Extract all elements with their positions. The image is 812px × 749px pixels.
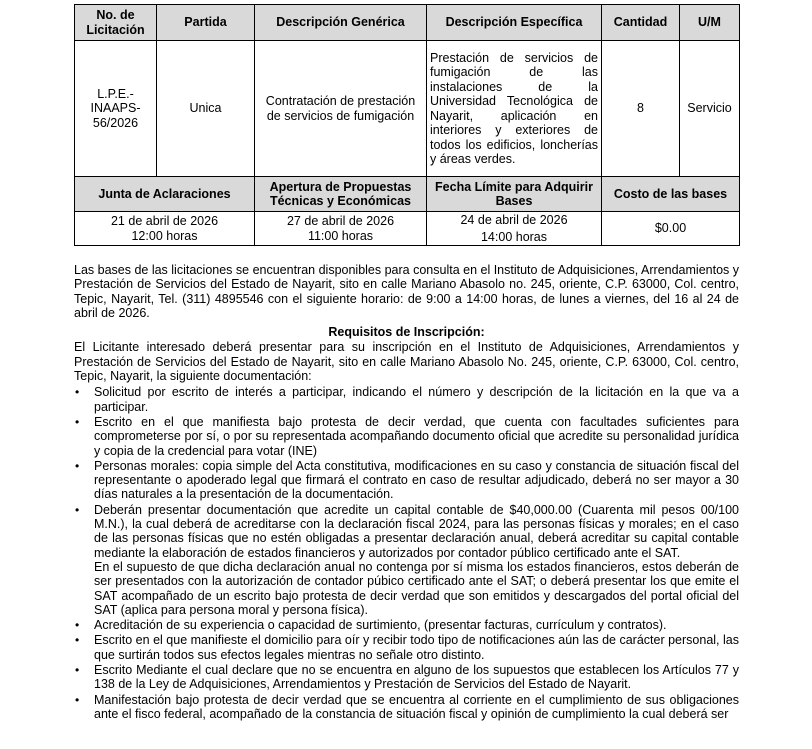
licitacion-table <box>74 4 740 246</box>
bullet-icon: • <box>75 633 80 648</box>
list-item: • Escrito en el que manifiesta bajo protesta de decir verdad, que cuenta con facultades suficientes para comprometerse por sí, o por su representada acompañando documento oficial que acredite su personalidad jurídica y copia de la credencial para votar (INE) <box>75 414 739 458</box>
header-fecha-limite: Fecha Límite para Adquirir Bases <box>427 177 602 212</box>
header-apertura-propuestas: Apertura de Propuestas Técnicas y Económicas <box>255 177 427 212</box>
header-cantidad: Cantidad <box>602 5 680 41</box>
list-item: • Escrito en el que manifieste el domicilio para oír y recibir todo tipo de notificaciones aún las de carácter personal, las que surtirán todos sus efectos legales mientras no señale otro distinto. <box>75 633 739 662</box>
header-descripcion-especifica: Descripción Específica <box>427 5 602 41</box>
table-header-row <box>75 5 740 41</box>
limite-hora: 14:00 horas <box>480 229 548 244</box>
list-item: • Manifestación bajo protesta de decir verdad que se encuentra al corriente en el cumplimiento de sus obligaciones ante el fisco federal, acompañado de la constancia de situación fiscal y opinión de cumplimiento la cual deberá ser <box>75 692 739 721</box>
cell-costo: $0.00 <box>602 212 740 246</box>
junta-hora: 12:00 horas <box>131 228 198 243</box>
list-item: • Solicitud por escrito de interés a participar, indicando el número y descripción de la licitación en la que va a participar. <box>75 385 739 414</box>
cell-cantidad: 8 <box>602 41 680 177</box>
header-costo-bases: Costo de las bases <box>602 177 740 212</box>
apertura-fecha: 27 de abril de 2026 <box>286 214 395 228</box>
apertura-hora: 11:00 horas <box>307 228 374 243</box>
bullet-icon: • <box>75 663 80 678</box>
list-item: • Deberán presentar documentación que acredite un capital contable de $40,000.00 (Cuarenta mil pesos 00/100 M.N.), la cual deberá de acreditarse con la declaración fiscal 2024, para las personas físicas y morales; en el caso de las personas físicas que no estén obligadas a presentar declaración anual, deberá acreditar su capital contable mediante la elaboración de estados financieros y autorizados por contador público certificado ante el SAT. En el supuesto de que dicha declaración anual no contenga por sí misma los estados financieros, estos deberán de ser presentados con la autorización de contador púbico certificado ante el SAT; o deberá presentar los que emite el SAT acompañado de un escrito bajo protesta de decir verdad que son emitidos y descargados del portal oficial del SAT (aplica para persona moral y persona física). <box>75 502 739 617</box>
list-item: • Acreditación de su experiencia o capacidad de surtimiento, (presentar facturas, currículum y contratos). <box>75 618 667 633</box>
requisitos-list <box>74 385 739 721</box>
junta-fecha: 21 de abril de 2026 <box>110 214 219 228</box>
header-descripcion-generica: Descripción Genérica <box>255 5 427 41</box>
cell-junta <box>75 212 255 246</box>
dates-row <box>75 212 740 246</box>
cell-apertura <box>255 212 427 246</box>
bullet-icon: • <box>75 458 80 473</box>
bases-paragraph: Las bases de las licitaciones se encuentran disponibles para consulta en el Instituto de Adquisiciones, Arrendamientos y Prestación de Servicios del Estado de Nayarit, sito en calle Mariano Abasolo no. 245, oriente, C.P. 63000, Col. centro, Tepic, Nayarit, Tel. (311) 4895546 con el siguiente horario: de 9:00 a 14:00 horas, de lunes a viernes, del 16 al 24 de abril de 2026. <box>74 263 739 320</box>
header-um: U/M <box>680 5 740 41</box>
cell-partida: Unica <box>157 41 255 177</box>
cell-numero: L.P.E.- INAAPS- 56/2026 <box>75 41 157 177</box>
requisitos-intro: El Licitante interesado deberá presentar para su inscripción en el Instituto de Adquisiciones, Arrendamientos y Prestación de Servicios del Estado de Nayarit, sito en calle Mariano Abasolo No. 245, oriente, C.P. 63000, Col. centro, Tepic, Nayarit, la siguiente documentación: <box>74 340 739 384</box>
header-junta-aclaraciones: Junta de Aclaraciones <box>75 177 255 212</box>
limite-fecha: 24 de abril de 2026 <box>460 213 568 227</box>
cell-um: Servicio <box>680 41 740 177</box>
cell-limite <box>427 212 602 246</box>
document-page <box>74 4 739 722</box>
cell-descripcion-generica: Contratación de prestación de servicios de fumigación <box>255 41 427 177</box>
bullet-icon: • <box>75 618 80 633</box>
dates-header-row <box>75 177 740 212</box>
bullet-icon: • <box>75 414 80 429</box>
table-row <box>75 41 740 177</box>
bullet-icon: • <box>75 692 80 707</box>
bullet-icon: • <box>75 385 80 400</box>
bullet-icon: • <box>75 502 80 517</box>
list-item: • Escrito Mediante el cual declare que no se encuentra en alguno de los supuestos que establecen los Artículos 77 y 138 de la Ley de Adquisiciones, Arrendamientos y Prestación de Servicios del Estado de Nayarit. <box>75 663 739 692</box>
header-no-licitacion: No. de Licitación <box>75 5 157 41</box>
list-item: • Personas morales: copia simple del Acta constitutiva, modificaciones en su caso y constancia de situación fiscal del representante o apoderado legal que firmará el contrato en caso de resultar adjudicado, deberá no ser mayor a 30 días naturales a la presentación de la documentación. <box>75 458 739 502</box>
cell-descripcion-especifica: Prestación de servicios de fumigación de las instalaciones de la Universidad Tecnológica de Nayarit, aplicación en interiores y exteriores de todos los edificios, loncherías y áreas verdes. <box>427 41 602 177</box>
requisitos-title: Requisitos de Inscripción: <box>328 325 485 340</box>
list-item-subparagraph: En el supuesto de que dicha declaración anual no contenga por sí misma los estados financieros, estos deberán de ser presentados con la autorización de contador púbico certificado ante el SAT; o deberá presentar los que emite el SAT acompañado de un escrito bajo protesta de decir verdad que son emitidos y descargados del portal oficial del SAT (aplica para persona moral y persona física). <box>94 559 739 617</box>
header-partida: Partida <box>157 5 255 41</box>
